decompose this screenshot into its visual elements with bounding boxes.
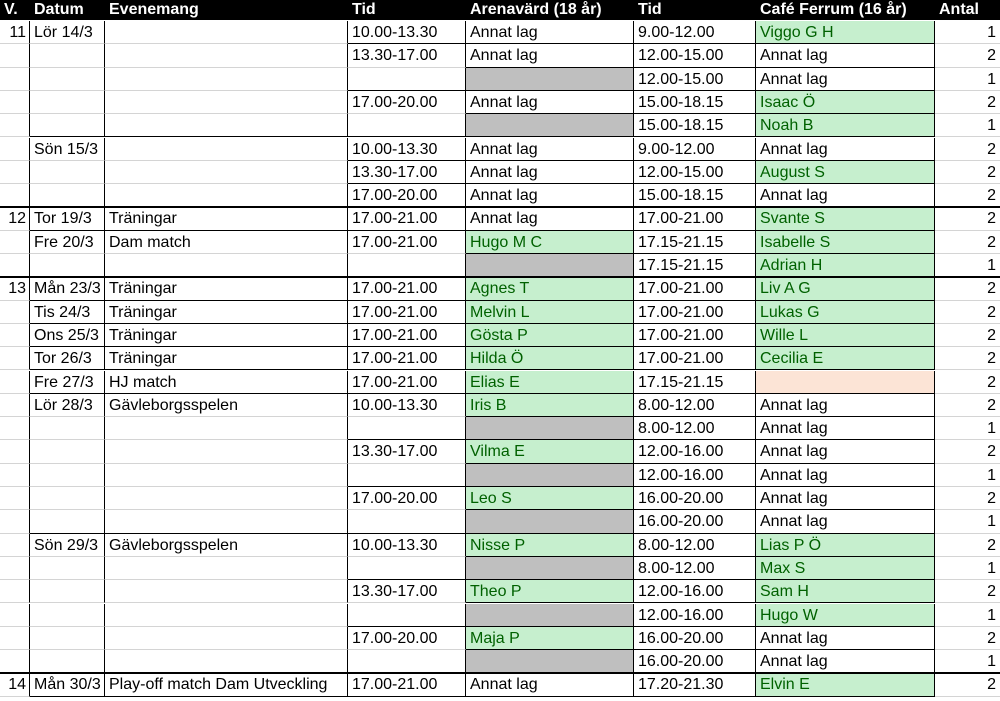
table-row xyxy=(0,277,1000,300)
arena-host-cell[interactable]: Iris B xyxy=(466,394,634,417)
cafe-time-cell[interactable]: 8.00-12.00 xyxy=(634,534,756,557)
table-row xyxy=(0,417,1000,440)
header-row xyxy=(0,0,1000,20)
count-cell[interactable]: 2 xyxy=(935,371,1000,394)
event-cell[interactable] xyxy=(105,650,348,673)
cafe-worker-cell[interactable]: Lias P Ö xyxy=(756,534,935,557)
header-antal[interactable]: Antal xyxy=(939,1,979,18)
cafe-worker-cell[interactable]: Annat lag xyxy=(756,394,935,417)
event-cell[interactable]: Träningar xyxy=(105,207,348,230)
cafe-time-cell[interactable]: 16.00-20.00 xyxy=(634,510,756,533)
cafe-worker-cell[interactable]: Annat lag xyxy=(756,510,935,533)
cafe-worker-cell[interactable]: Liv A G xyxy=(756,277,935,300)
arena-host-cell[interactable]: Annat lag xyxy=(466,138,634,161)
event-cell[interactable] xyxy=(105,184,348,207)
arena-host-cell[interactable] xyxy=(466,68,634,91)
date-cell[interactable] xyxy=(30,91,105,114)
cafe-time-cell[interactable]: 17.00-21.00 xyxy=(634,301,756,324)
count-cell[interactable]: 2 xyxy=(935,161,1000,184)
week-separator xyxy=(0,206,1000,208)
table-row xyxy=(0,510,1000,533)
count-cell[interactable]: 2 xyxy=(935,534,1000,557)
arena-host-cell[interactable]: Maja P xyxy=(466,627,634,650)
week-separator xyxy=(0,672,1000,674)
count-cell[interactable]: 2 xyxy=(935,301,1000,324)
cafe-time-cell[interactable]: 8.00-12.00 xyxy=(634,417,756,440)
week-cell[interactable] xyxy=(0,184,30,207)
week-cell[interactable] xyxy=(0,557,30,580)
header-tid-1[interactable]: Tid xyxy=(352,1,376,18)
cafe-time-cell[interactable]: 12.00-15.00 xyxy=(634,44,756,67)
week-cell[interactable] xyxy=(0,440,30,463)
table-row xyxy=(0,580,1000,603)
cafe-time-cell[interactable]: 12.00-15.00 xyxy=(634,161,756,184)
count-cell[interactable]: 2 xyxy=(935,440,1000,463)
arena-time-cell[interactable] xyxy=(348,417,466,440)
date-cell[interactable]: Sön 15/3 xyxy=(30,138,105,161)
table-row xyxy=(0,91,1000,114)
header-cafe-ferrum[interactable]: Café Ferrum (16 år) xyxy=(760,1,907,18)
week-cell[interactable]: 12 xyxy=(0,207,30,230)
arena-host-cell[interactable]: Annat lag xyxy=(466,44,634,67)
cafe-time-cell[interactable]: 12.00-16.00 xyxy=(634,464,756,487)
count-cell[interactable]: 1 xyxy=(935,510,1000,533)
cafe-worker-cell[interactable]: Lukas G xyxy=(756,301,935,324)
week-cell[interactable] xyxy=(0,114,30,137)
table-row xyxy=(0,673,1000,696)
cafe-time-cell[interactable]: 17.00-21.00 xyxy=(634,347,756,370)
cafe-worker-cell[interactable]: August S xyxy=(756,161,935,184)
table-row xyxy=(0,604,1000,627)
event-cell[interactable] xyxy=(105,114,348,137)
cafe-worker-cell[interactable]: Annat lag xyxy=(756,68,935,91)
count-cell[interactable]: 1 xyxy=(935,604,1000,627)
date-cell[interactable] xyxy=(30,68,105,91)
event-cell[interactable]: Gävleborgsspelen xyxy=(105,394,348,417)
week-cell[interactable] xyxy=(0,580,30,603)
date-cell[interactable] xyxy=(30,487,105,510)
arena-time-cell[interactable]: 17.00-21.00 xyxy=(348,324,466,347)
date-cell[interactable]: Lör 14/3 xyxy=(30,21,105,44)
cafe-worker-cell[interactable]: Annat lag xyxy=(756,184,935,207)
table-row xyxy=(0,371,1000,394)
table-row xyxy=(0,161,1000,184)
cafe-worker-cell[interactable]: Annat lag xyxy=(756,487,935,510)
event-cell[interactable] xyxy=(105,44,348,67)
cafe-time-cell[interactable]: 16.00-20.00 xyxy=(634,650,756,673)
event-cell[interactable]: HJ match xyxy=(105,371,348,394)
date-cell[interactable]: Lör 28/3 xyxy=(30,394,105,417)
arena-time-cell[interactable]: 10.00-13.30 xyxy=(348,534,466,557)
arena-host-cell[interactable]: Agnes T xyxy=(466,277,634,300)
week-cell[interactable] xyxy=(0,231,30,254)
arena-time-cell[interactable] xyxy=(348,254,466,277)
cafe-worker-cell[interactable]: Isabelle S xyxy=(756,231,935,254)
cafe-worker-cell[interactable]: Sam H xyxy=(756,580,935,603)
arena-host-cell[interactable] xyxy=(466,604,634,627)
week-cell[interactable] xyxy=(0,161,30,184)
count-cell[interactable]: 1 xyxy=(935,68,1000,91)
arena-time-cell[interactable] xyxy=(348,557,466,580)
count-cell[interactable]: 2 xyxy=(935,91,1000,114)
date-cell[interactable] xyxy=(30,604,105,627)
cafe-worker-cell[interactable]: Hugo W xyxy=(756,604,935,627)
cafe-worker-cell[interactable]: Annat lag xyxy=(756,650,935,673)
date-cell[interactable] xyxy=(30,440,105,463)
date-cell[interactable] xyxy=(30,161,105,184)
table-row xyxy=(0,68,1000,91)
count-cell[interactable]: 1 xyxy=(935,114,1000,137)
table-row xyxy=(0,301,1000,324)
date-cell[interactable]: Fre 27/3 xyxy=(30,371,105,394)
event-cell[interactable]: Träningar xyxy=(105,277,348,300)
date-cell[interactable]: Mån 30/3 xyxy=(30,673,105,696)
arena-host-cell[interactable]: Nisse P xyxy=(466,534,634,557)
event-cell[interactable] xyxy=(105,161,348,184)
arena-time-cell[interactable]: 17.00-20.00 xyxy=(348,184,466,207)
arena-time-cell[interactable]: 17.00-20.00 xyxy=(348,487,466,510)
table-row xyxy=(0,440,1000,463)
arena-host-cell[interactable]: Annat lag xyxy=(466,161,634,184)
date-cell[interactable] xyxy=(30,627,105,650)
date-cell[interactable]: Ons 25/3 xyxy=(30,324,105,347)
cafe-time-cell[interactable]: 17.00-21.00 xyxy=(634,277,756,300)
cafe-time-cell[interactable]: 12.00-16.00 xyxy=(634,604,756,627)
cafe-worker-cell[interactable]: Annat lag xyxy=(756,138,935,161)
cafe-time-cell[interactable]: 9.00-12.00 xyxy=(634,138,756,161)
week-cell[interactable] xyxy=(0,464,30,487)
table-row xyxy=(0,231,1000,254)
cafe-worker-cell[interactable]: Annat lag xyxy=(756,417,935,440)
week-cell[interactable] xyxy=(0,44,30,67)
header-arenavard[interactable]: Arenavärd (18 år) xyxy=(470,1,602,18)
date-cell[interactable]: Tor 19/3 xyxy=(30,207,105,230)
arena-time-cell[interactable]: 17.00-21.00 xyxy=(348,301,466,324)
cafe-time-cell[interactable]: 12.00-16.00 xyxy=(634,440,756,463)
event-cell[interactable]: Gävleborgsspelen xyxy=(105,534,348,557)
event-cell[interactable] xyxy=(105,254,348,277)
header-v[interactable]: V. xyxy=(4,1,18,18)
event-cell[interactable]: Play-off match Dam Utveckling xyxy=(105,673,348,696)
table-row xyxy=(0,650,1000,673)
week-cell[interactable] xyxy=(0,604,30,627)
cafe-worker-cell[interactable]: Adrian H xyxy=(756,254,935,277)
table-row xyxy=(0,464,1000,487)
cafe-time-cell[interactable]: 12.00-16.00 xyxy=(634,580,756,603)
arena-host-cell[interactable] xyxy=(466,114,634,137)
arena-host-cell[interactable] xyxy=(466,254,634,277)
date-cell[interactable]: Fre 20/3 xyxy=(30,231,105,254)
event-cell[interactable] xyxy=(105,557,348,580)
week-separator xyxy=(0,276,1000,278)
week-cell[interactable]: 14 xyxy=(0,673,30,696)
table-row xyxy=(0,394,1000,417)
arena-host-cell[interactable]: Hugo M C xyxy=(466,231,634,254)
arena-host-cell[interactable] xyxy=(466,510,634,533)
arena-time-cell[interactable] xyxy=(348,114,466,137)
week-cell[interactable] xyxy=(0,650,30,673)
week-cell[interactable] xyxy=(0,487,30,510)
arena-time-cell[interactable]: 10.00-13.30 xyxy=(348,21,466,44)
cafe-worker-cell[interactable]: Annat lag xyxy=(756,627,935,650)
arena-time-cell[interactable]: 13.30-17.00 xyxy=(348,44,466,67)
date-cell[interactable] xyxy=(30,557,105,580)
arena-time-cell[interactable]: 17.00-21.00 xyxy=(348,673,466,696)
count-cell[interactable]: 2 xyxy=(935,207,1000,230)
count-cell[interactable]: 2 xyxy=(935,627,1000,650)
date-cell[interactable] xyxy=(30,417,105,440)
cafe-time-cell[interactable]: 9.00-12.00 xyxy=(634,21,756,44)
count-cell[interactable]: 2 xyxy=(935,231,1000,254)
count-cell[interactable]: 2 xyxy=(935,277,1000,300)
arena-host-cell[interactable]: Vilma E xyxy=(466,440,634,463)
arena-host-cell[interactable]: Annat lag xyxy=(466,184,634,207)
count-cell[interactable]: 1 xyxy=(935,557,1000,580)
date-cell[interactable] xyxy=(30,650,105,673)
event-cell[interactable]: Dam match xyxy=(105,231,348,254)
arena-time-cell[interactable] xyxy=(348,650,466,673)
date-cell[interactable] xyxy=(30,254,105,277)
cafe-worker-cell[interactable]: Wille L xyxy=(756,324,935,347)
arena-host-cell[interactable] xyxy=(466,464,634,487)
count-cell[interactable]: 2 xyxy=(935,138,1000,161)
table-row xyxy=(0,21,1000,44)
count-cell[interactable]: 2 xyxy=(935,324,1000,347)
cafe-time-cell[interactable]: 15.00-18.15 xyxy=(634,184,756,207)
count-cell[interactable]: 1 xyxy=(935,254,1000,277)
arena-time-cell[interactable]: 17.00-20.00 xyxy=(348,91,466,114)
table-row xyxy=(0,184,1000,207)
arena-host-cell[interactable]: Melvin L xyxy=(466,301,634,324)
event-cell[interactable]: Träningar xyxy=(105,347,348,370)
cafe-worker-cell[interactable]: Annat lag xyxy=(756,440,935,463)
arena-time-cell[interactable]: 17.00-21.00 xyxy=(348,347,466,370)
arena-time-cell[interactable]: 17.00-21.00 xyxy=(348,207,466,230)
event-cell[interactable] xyxy=(105,580,348,603)
week-cell[interactable] xyxy=(0,138,30,161)
cafe-time-cell[interactable]: 15.00-18.15 xyxy=(634,114,756,137)
arena-time-cell[interactable]: 17.00-20.00 xyxy=(348,627,466,650)
event-cell[interactable]: Träningar xyxy=(105,301,348,324)
cafe-worker-cell[interactable]: Svante S xyxy=(756,207,935,230)
table-row xyxy=(0,557,1000,580)
cafe-time-cell[interactable]: 8.00-12.00 xyxy=(634,394,756,417)
date-cell[interactable] xyxy=(30,580,105,603)
arena-host-cell[interactable]: Annat lag xyxy=(466,673,634,696)
cafe-time-cell[interactable]: 15.00-18.15 xyxy=(634,91,756,114)
arena-host-cell[interactable] xyxy=(466,417,634,440)
table-row xyxy=(0,627,1000,650)
week-cell[interactable] xyxy=(0,68,30,91)
table-row xyxy=(0,347,1000,370)
arena-time-cell[interactable]: 13.30-17.00 xyxy=(348,580,466,603)
cafe-time-cell[interactable]: 17.15-21.15 xyxy=(634,231,756,254)
arena-host-cell[interactable] xyxy=(466,650,634,673)
count-cell[interactable]: 1 xyxy=(935,417,1000,440)
event-cell[interactable] xyxy=(105,21,348,44)
cafe-time-cell[interactable]: 12.00-15.00 xyxy=(634,68,756,91)
event-cell[interactable] xyxy=(105,510,348,533)
cafe-worker-cell[interactable]: Annat lag xyxy=(756,464,935,487)
table-row xyxy=(0,44,1000,67)
arena-host-cell[interactable]: Elias E xyxy=(466,371,634,394)
date-cell[interactable] xyxy=(30,44,105,67)
cafe-time-cell[interactable]: 17.15-21.15 xyxy=(634,371,756,394)
event-cell[interactable] xyxy=(105,604,348,627)
week-cell[interactable] xyxy=(0,534,30,557)
table-row xyxy=(0,487,1000,510)
header-tid-2[interactable]: Tid xyxy=(638,1,662,18)
arena-host-cell[interactable]: Theo P xyxy=(466,580,634,603)
cafe-worker-cell[interactable]: Noah B xyxy=(756,114,935,137)
cafe-time-cell[interactable]: 16.00-20.00 xyxy=(634,487,756,510)
count-cell[interactable]: 2 xyxy=(935,44,1000,67)
cafe-time-cell[interactable]: 17.15-21.15 xyxy=(634,254,756,277)
event-cell[interactable] xyxy=(105,464,348,487)
count-cell[interactable]: 1 xyxy=(935,464,1000,487)
cafe-worker-cell[interactable] xyxy=(756,371,935,394)
header-datum[interactable]: Datum xyxy=(34,1,84,18)
event-cell[interactable] xyxy=(105,91,348,114)
date-cell[interactable]: Tis 24/3 xyxy=(30,301,105,324)
arena-host-cell[interactable]: Annat lag xyxy=(466,91,634,114)
event-cell[interactable] xyxy=(105,487,348,510)
event-cell[interactable] xyxy=(105,138,348,161)
count-cell[interactable]: 2 xyxy=(935,184,1000,207)
week-cell[interactable] xyxy=(0,91,30,114)
date-cell[interactable] xyxy=(30,510,105,533)
date-cell[interactable]: Sön 29/3 xyxy=(30,534,105,557)
arena-time-cell[interactable]: 17.00-21.00 xyxy=(348,231,466,254)
cafe-worker-cell[interactable]: Isaac Ö xyxy=(756,91,935,114)
week-cell[interactable] xyxy=(0,417,30,440)
arena-time-cell[interactable]: 10.00-13.30 xyxy=(348,138,466,161)
cafe-worker-cell[interactable]: Annat lag xyxy=(756,44,935,67)
date-cell[interactable] xyxy=(30,464,105,487)
arena-time-cell[interactable] xyxy=(348,604,466,627)
header-evenemang[interactable]: Evenemang xyxy=(109,1,199,18)
date-cell[interactable]: Mån 23/3 xyxy=(30,277,105,300)
arena-host-cell[interactable]: Hilda Ö xyxy=(466,347,634,370)
arena-time-cell[interactable] xyxy=(348,68,466,91)
event-cell[interactable] xyxy=(105,627,348,650)
arena-host-cell[interactable]: Gösta P xyxy=(466,324,634,347)
event-cell[interactable] xyxy=(105,440,348,463)
week-cell[interactable] xyxy=(0,627,30,650)
table-row xyxy=(0,138,1000,161)
arena-host-cell[interactable]: Annat lag xyxy=(466,207,634,230)
arena-time-cell[interactable]: 17.00-21.00 xyxy=(348,277,466,300)
table-row xyxy=(0,254,1000,277)
arena-time-cell[interactable]: 13.30-17.00 xyxy=(348,161,466,184)
table-row xyxy=(0,324,1000,347)
week-cell[interactable] xyxy=(0,347,30,370)
week-cell[interactable] xyxy=(0,371,30,394)
count-cell[interactable]: 2 xyxy=(935,580,1000,603)
week-cell[interactable] xyxy=(0,254,30,277)
count-cell[interactable]: 2 xyxy=(935,347,1000,370)
arena-host-cell[interactable]: Leo S xyxy=(466,487,634,510)
arena-host-cell[interactable]: Annat lag xyxy=(466,21,634,44)
week-cell[interactable]: 13 xyxy=(0,277,30,300)
cafe-time-cell[interactable]: 8.00-12.00 xyxy=(634,557,756,580)
arena-time-cell[interactable]: 10.00-13.30 xyxy=(348,394,466,417)
cafe-worker-cell[interactable]: Cecilia E xyxy=(756,347,935,370)
cafe-time-cell[interactable]: 17.00-21.00 xyxy=(634,324,756,347)
date-cell[interactable] xyxy=(30,184,105,207)
arena-time-cell[interactable]: 17.00-21.00 xyxy=(348,371,466,394)
table-row xyxy=(0,534,1000,557)
event-cell[interactable] xyxy=(105,417,348,440)
count-cell[interactable]: 1 xyxy=(935,21,1000,44)
cafe-worker-cell[interactable]: Elvin E xyxy=(756,673,935,696)
count-cell[interactable]: 1 xyxy=(935,650,1000,673)
cafe-worker-cell[interactable]: Viggo G H xyxy=(756,21,935,44)
arena-time-cell[interactable] xyxy=(348,464,466,487)
table-row xyxy=(0,114,1000,137)
cafe-worker-cell[interactable]: Max S xyxy=(756,557,935,580)
table-row xyxy=(0,207,1000,230)
date-cell[interactable]: Tor 26/3 xyxy=(30,347,105,370)
week-cell[interactable] xyxy=(0,301,30,324)
count-cell[interactable]: 2 xyxy=(935,394,1000,417)
week-cell[interactable]: 11 xyxy=(0,21,30,44)
cafe-time-cell[interactable]: 16.00-20.00 xyxy=(634,627,756,650)
arena-host-cell[interactable] xyxy=(466,557,634,580)
cafe-time-cell[interactable]: 17.00-21.00 xyxy=(634,207,756,230)
date-cell[interactable] xyxy=(30,114,105,137)
arena-time-cell[interactable]: 13.30-17.00 xyxy=(348,440,466,463)
cafe-time-cell[interactable]: 17.20-21.30 xyxy=(634,673,756,696)
count-cell[interactable]: 2 xyxy=(935,673,1000,696)
count-cell[interactable]: 2 xyxy=(935,487,1000,510)
arena-time-cell[interactable] xyxy=(348,510,466,533)
event-cell[interactable] xyxy=(105,68,348,91)
week-cell[interactable] xyxy=(0,324,30,347)
week-cell[interactable] xyxy=(0,510,30,533)
event-cell[interactable]: Träningar xyxy=(105,324,348,347)
week-cell[interactable] xyxy=(0,394,30,417)
